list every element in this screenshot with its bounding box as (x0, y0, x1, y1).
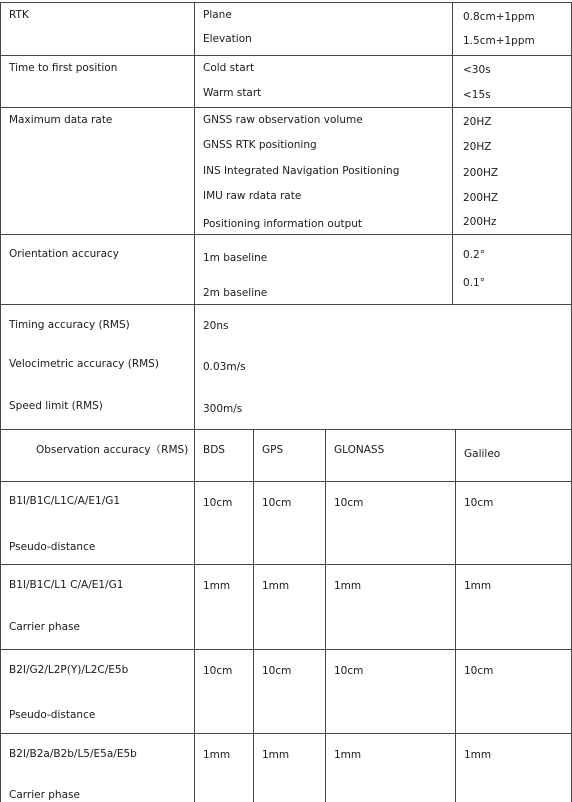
speed-label: Speed limit (RMS) (9, 400, 103, 412)
obs-galileo: 10cm (464, 497, 494, 509)
baseline-2m-label: 2m baseline (203, 287, 268, 299)
obs-gps: 10cm (262, 497, 292, 509)
rule (0, 429, 572, 430)
rate-item-value: 20HZ (463, 116, 492, 128)
obs-glonass: 10cm (334, 497, 364, 509)
obs-kind: Carrier phase (9, 789, 80, 801)
obs-header-glonass: GLONASS (334, 444, 385, 456)
rate-item-value: 200HZ (463, 192, 499, 204)
rate-item-value: 20HZ (463, 141, 492, 153)
obs-kind: Carrier phase (9, 621, 80, 633)
rule (0, 107, 572, 108)
obs-bds: 10cm (203, 665, 233, 677)
timing-label: Timing accuracy (RMS) (9, 319, 130, 331)
rule (0, 304, 572, 305)
rule (194, 2, 195, 802)
rule (0, 2, 572, 3)
rate-item-name: GNSS raw observation volume (203, 114, 363, 126)
cold-start-label: Cold start (203, 62, 255, 74)
rule (0, 234, 572, 235)
obs-signal: B2I/G2/L2P(Y)/L2C/E5b (9, 664, 129, 676)
warm-start-value: <15s (463, 89, 491, 101)
obs-galileo: 1mm (464, 580, 492, 592)
velocity-value: 0.03m/s (203, 361, 246, 373)
rule (0, 564, 572, 565)
rate-item-name: IMU raw rdata rate (203, 190, 302, 202)
obs-galileo: 1mm (464, 749, 492, 761)
obs-signal: B1I/B1C/L1 C/A/E1/G1 (9, 579, 124, 591)
rate-item-name: INS Integrated Navigation Positioning (203, 165, 400, 177)
obs-gps: 10cm (262, 665, 292, 677)
rule (0, 2, 1, 802)
obs-signal: B2I/B2a/B2b/L5/E5a/E5b (9, 748, 137, 760)
rate-item-value: 200Hz (463, 216, 497, 228)
baseline-2m-value: 0.1° (463, 277, 485, 289)
timing-value: 20ns (203, 320, 229, 332)
obs-kind: Pseudo-distance (9, 709, 96, 721)
rule (0, 481, 572, 482)
obs-header-gps: GPS (262, 444, 284, 456)
plane-value: 0.8cm+1ppm (463, 11, 535, 23)
rule (253, 429, 254, 802)
rate-item-name: Positioning information output (203, 218, 363, 230)
obs-kind: Pseudo-distance (9, 541, 96, 553)
obs-bds: 10cm (203, 497, 233, 509)
obs-bds: 1mm (203, 580, 231, 592)
baseline-1m-label: 1m baseline (203, 252, 268, 264)
rule (452, 2, 453, 304)
speed-value: 300m/s (203, 403, 243, 415)
elevation-value: 1.5cm+1ppm (463, 35, 535, 47)
baseline-1m-value: 0.2° (463, 249, 485, 261)
rule (0, 55, 572, 56)
cold-start-value: <30s (463, 64, 491, 76)
warm-start-label: Warm start (203, 87, 262, 99)
velocity-label: Velocimetric accuracy (RMS) (9, 358, 159, 370)
rule (325, 429, 326, 802)
rule (0, 733, 572, 734)
rtk-label: RTK (9, 9, 29, 21)
obs-galileo: 10cm (464, 665, 494, 677)
rate-label: Maximum data rate (9, 114, 113, 126)
ttff-label: Time to first position (9, 62, 118, 74)
obs-glonass: 1mm (334, 580, 362, 592)
rate-item-value: 200HZ (463, 167, 499, 179)
obs-gps: 1mm (262, 580, 290, 592)
obs-glonass: 10cm (334, 665, 364, 677)
obs-header-label: Observation accuracy（RMS) (36, 444, 189, 456)
plane-label: Plane (203, 9, 232, 21)
orientation-label: Orientation accuracy (9, 248, 119, 260)
obs-glonass: 1mm (334, 749, 362, 761)
obs-gps: 1mm (262, 749, 290, 761)
rate-item-name: GNSS RTK positioning (203, 139, 317, 151)
elevation-label: Elevation (203, 33, 252, 45)
obs-header-bds: BDS (203, 444, 225, 456)
obs-bds: 1mm (203, 749, 231, 761)
obs-signal: B1I/B1C/L1C/A/E1/G1 (9, 495, 121, 507)
rule (455, 429, 456, 802)
obs-header-galileo: Galileo (464, 448, 501, 460)
rule (0, 649, 572, 650)
